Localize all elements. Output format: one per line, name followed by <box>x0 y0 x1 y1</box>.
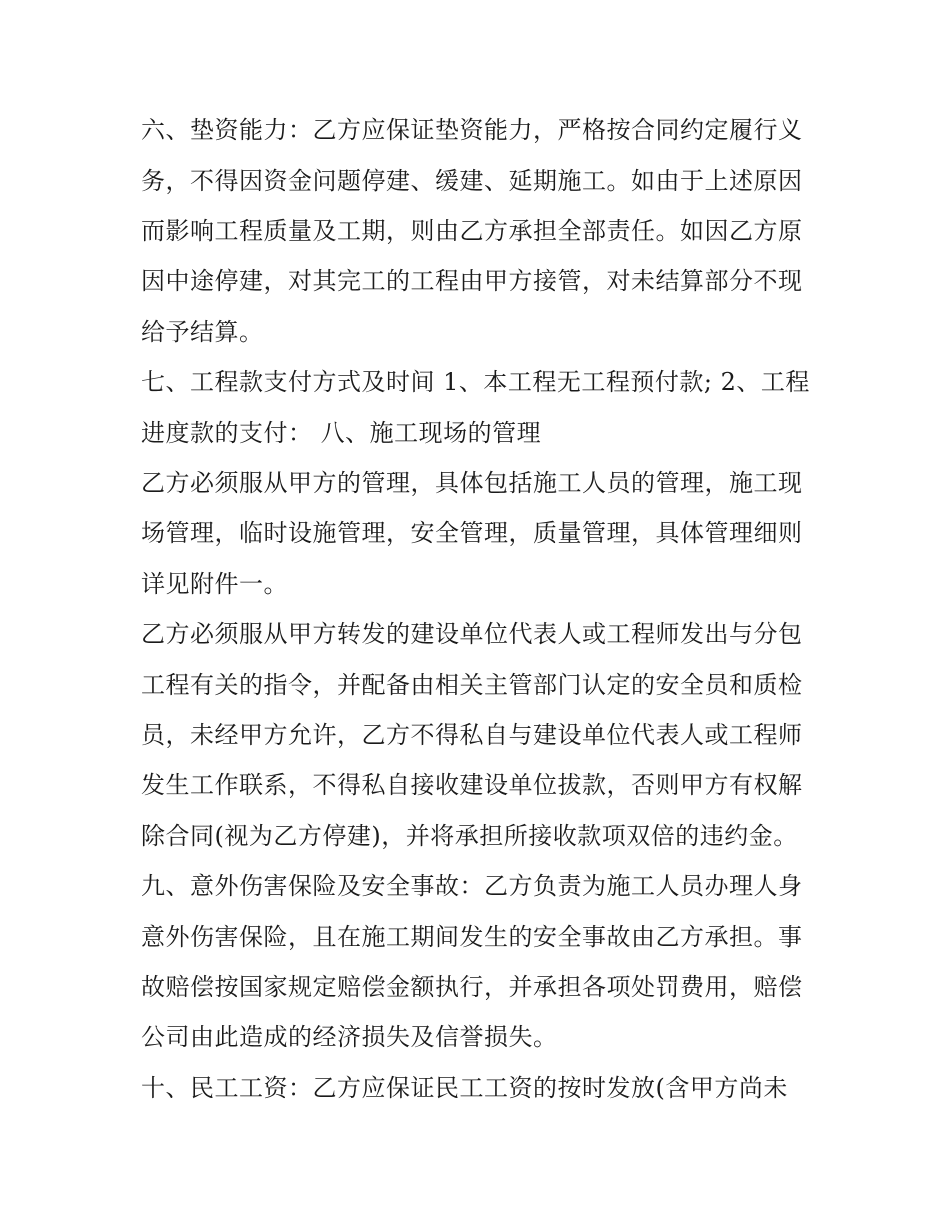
text-line: 工程有关的指令，并配备由相关主管部门认定的安全员和质检 <box>141 671 803 699</box>
text-line: 进度款的支付： 八、施工现场的管理 <box>141 419 542 447</box>
text-line: 发生工作联系，不得私自接收建设单位拔款，否则甲方有权解 <box>141 771 803 799</box>
text-line: 除合同(视为乙方停建)，并将承担所接收款项双倍的违约金。 <box>141 822 798 850</box>
text-line: 给予结算。 <box>141 318 264 346</box>
text-line: 而影响工程质量及工期，则由乙方承担全部责任。如因乙方原 <box>141 217 803 245</box>
text-line: 十、民工工资：乙方应保证民工工资的按时发放(含甲方尚未 <box>141 1074 788 1102</box>
text-line: 详见附件一。 <box>141 570 288 598</box>
text-line: 员，未经甲方允许，乙方不得私自与建设单位代表人或工程师 <box>141 721 803 749</box>
text-line: 六、垫资能力：乙方应保证垫资能力，严格按合同约定履行义 <box>141 116 803 144</box>
text-line: 公司由此造成的经济损失及信誉损失。 <box>141 1023 558 1051</box>
text-line: 乙方必须服从甲方转发的建设单位代表人或工程师发出与分包 <box>141 620 803 648</box>
text-line: 九、意外伤害保险及安全事故：乙方负责为施工人员办理人身 <box>141 872 803 900</box>
text-line: 故赔偿按国家规定赔偿金额执行，并承担各项处罚费用，赔偿 <box>141 973 803 1001</box>
text-line: 乙方必须服从甲方的管理，具体包括施工人员的管理，施工现 <box>141 469 803 497</box>
text-line: 场管理，临时设施管理，安全管理，质量管理，具体管理细则 <box>141 519 803 547</box>
text-line: 七、工程款支付方式及时间 1、本工程无工程预付款; 2、工程 <box>141 368 810 396</box>
text-line: 务，不得因资金问题停建、缓建、延期施工。如由于上述原因 <box>141 167 803 195</box>
text-line: 因中途停建，对其完工的工程由甲方接管，对未结算部分不现 <box>141 267 803 295</box>
text-line: 意外伤害保险，且在施工期间发生的安全事故由乙方承担。事 <box>141 923 803 951</box>
